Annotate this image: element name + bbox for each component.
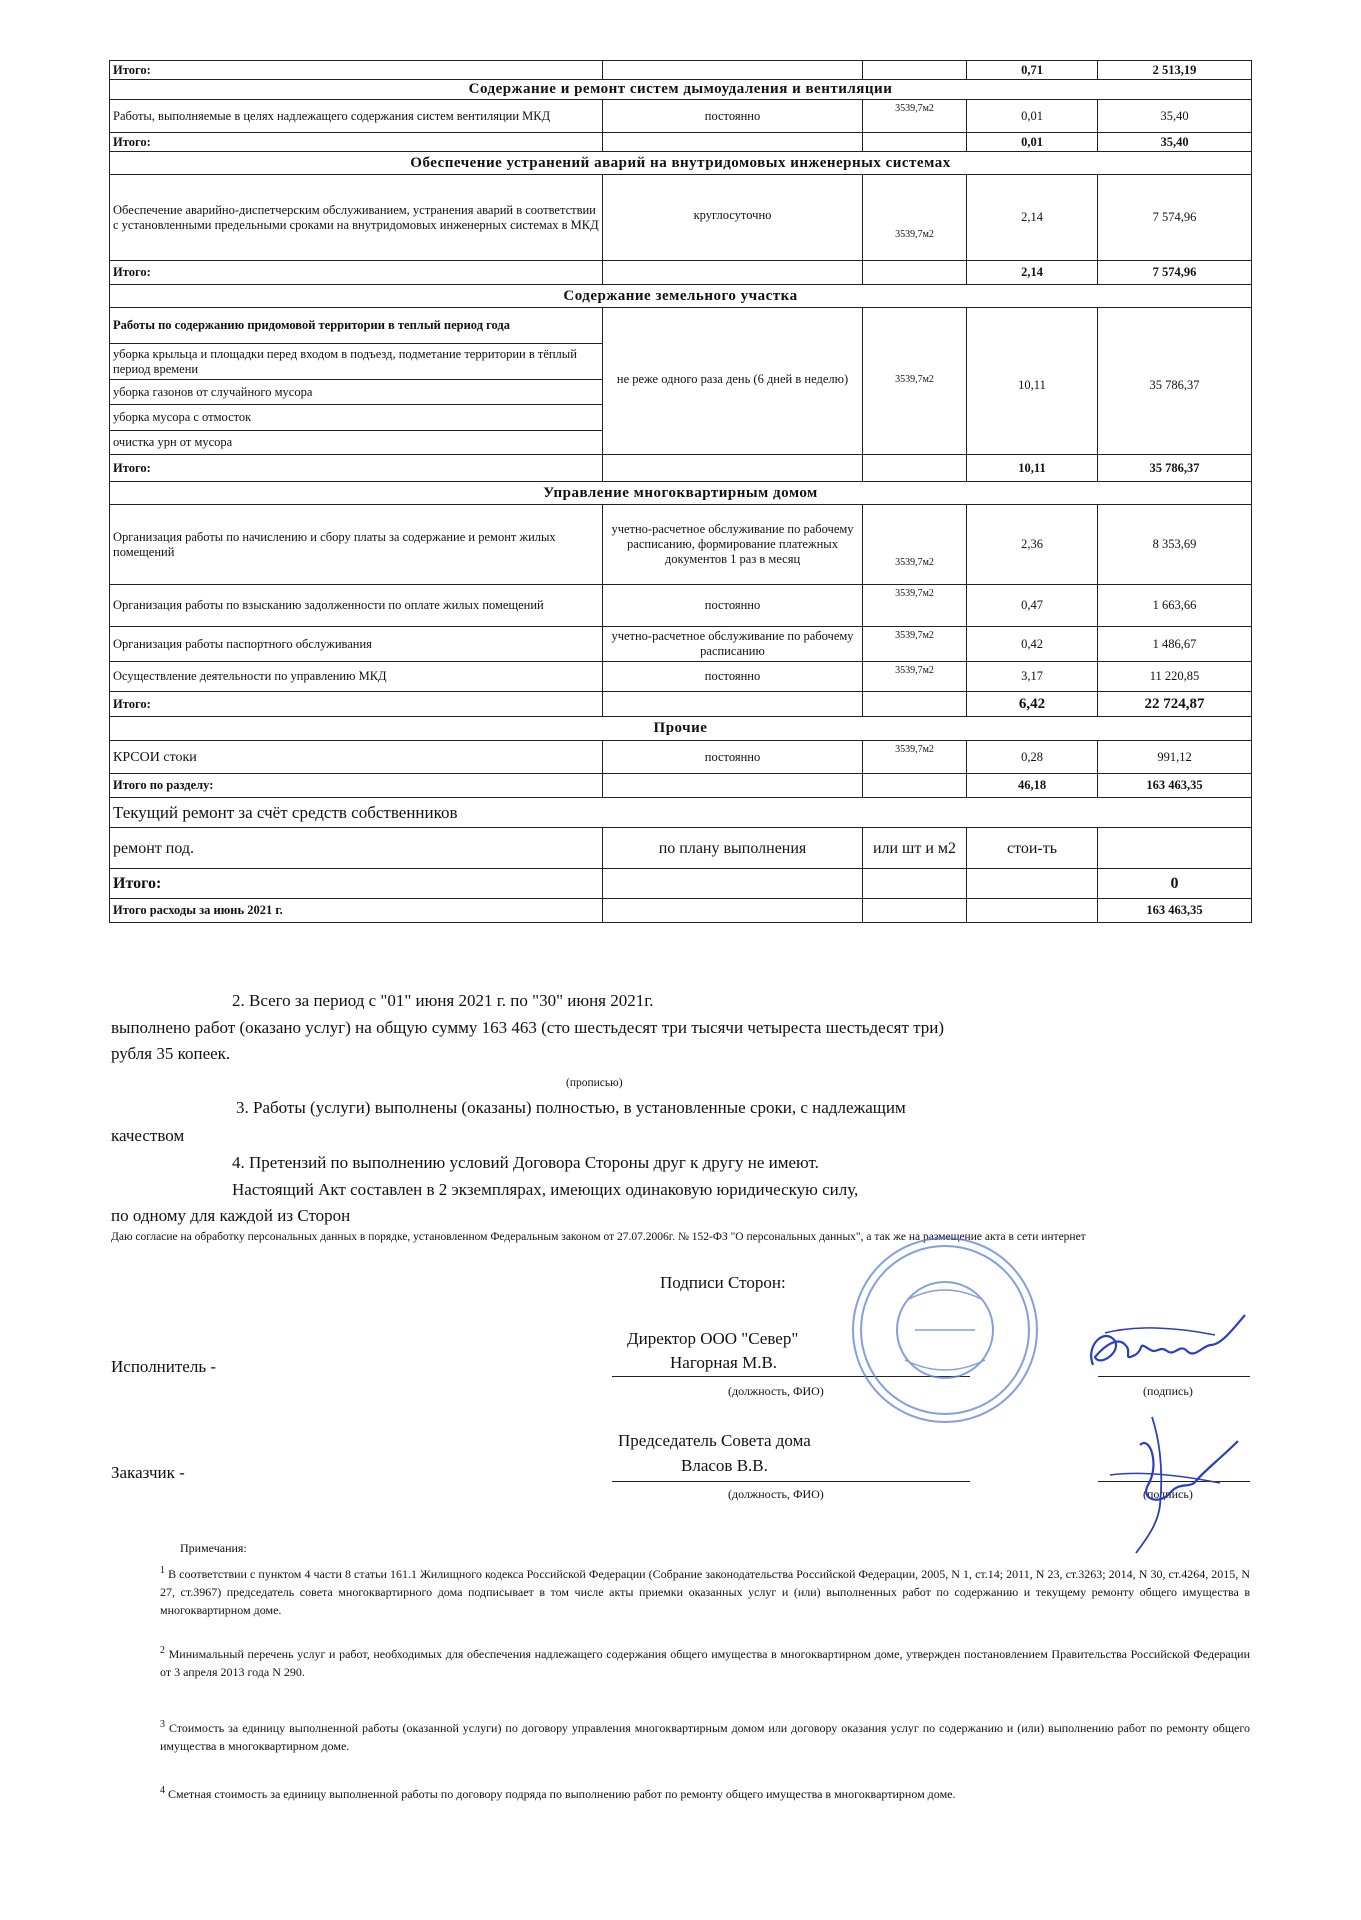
sum-cell: 163 463,35 — [1098, 774, 1252, 798]
rate-cell: 0,01 — [967, 133, 1098, 152]
paragraph-5-end: по одному для каждой из Сторон — [111, 1206, 351, 1225]
customer-signature — [1100, 1405, 1250, 1555]
item-name: Организация работы по начислению и сбору платы за содержание и ремонт жилых помещений — [110, 505, 603, 585]
company-stamp — [845, 1230, 1045, 1430]
sum-cell: 7 574,96 — [1098, 261, 1252, 285]
sum-cell: 7 574,96 — [1098, 175, 1252, 261]
table-row — [110, 133, 1252, 152]
area-cell: 3539,7м2 — [863, 627, 967, 662]
land-item: уборка мусора с отмосток — [110, 405, 603, 431]
table-row — [110, 741, 1252, 774]
table-row — [110, 869, 1252, 899]
section-row — [110, 717, 1252, 741]
area-cell: 3539,7м2 — [863, 308, 967, 455]
repair-heading: Текущий ремонт за счёт средств собственников — [110, 798, 1252, 828]
paragraph-5: Настоящий Акт составлен в 2 экземплярах, имеющих одинаковую юридическую силу, — [232, 1180, 859, 1199]
grand-total-sum: 163 463,35 — [1098, 899, 1252, 923]
period-cell: постоянно — [603, 100, 863, 133]
sum-cell: 35,40 — [1098, 133, 1252, 152]
consent-text: Даю согласие на обработку персональных данных в порядке, установленном Федеральным законом от 27.07.2006г. № 152-ФЗ "О персональных данных", а так же на размещение акта в сети интернет — [111, 1231, 1086, 1243]
sum-cell: 1 486,67 — [1098, 627, 1252, 662]
note-3 — [160, 1716, 1250, 1755]
section-row — [110, 285, 1252, 308]
position-caption: (должность, ФИО) — [728, 1487, 824, 1501]
rate-cell: 0,47 — [967, 585, 1098, 627]
period-cell: постоянно — [603, 741, 863, 774]
section-title: Обеспечение устранений аварий на внутридомовых инженерных системах — [110, 152, 1252, 175]
sum-cell: 0 — [1098, 869, 1252, 899]
sign-caption: (подпись) — [1143, 1487, 1193, 1501]
total-label: Итого: — [110, 692, 603, 717]
section-title: Содержание и ремонт систем дымоудаления и вентиляции — [110, 80, 1252, 100]
paragraph-3: 3. Работы (услуги) выполнены (оказаны) полностью, в установленные сроки, с надлежащим — [236, 1098, 906, 1117]
sum-cell: 35,40 — [1098, 100, 1252, 133]
rate-cell: 0,28 — [967, 741, 1098, 774]
note-2-text: Минимальный перечень услуг и работ, необходимых для обеспечения надлежащего содержания общего имущества в многоквартирном доме, утвержден постановлением Правительства Российской Федерации от 3 апреля 2013 года N 290. — [160, 1647, 1251, 1679]
table-row — [110, 261, 1252, 285]
sign-caption: (подпись) — [1143, 1384, 1193, 1398]
sum-cell: 35 786,37 — [1098, 308, 1252, 455]
rate-cell: 6,42 — [967, 692, 1098, 717]
note-2-marker: 2 — [160, 1645, 165, 1656]
rate-cell: 10,11 — [967, 308, 1098, 455]
position-caption: (должность, ФИО) — [728, 1384, 824, 1398]
executor-label: Исполнитель - — [111, 1357, 216, 1376]
repair-col — [1098, 828, 1252, 869]
rate-cell: 2,36 — [967, 505, 1098, 585]
land-item: очистка урн от мусора — [110, 431, 603, 455]
paragraph-2: 2. Всего за период с "01" июня 2021 г. по "30" июня 2021г. — [232, 991, 654, 1010]
rate-cell: 10,11 — [967, 455, 1098, 482]
note-4 — [160, 1782, 1250, 1803]
note-3-marker: 3 — [160, 1719, 165, 1730]
sum-cell: 2 513,19 — [1098, 61, 1252, 80]
rate-cell: 0,42 — [967, 627, 1098, 662]
executor-position: Директор ООО "Север" — [627, 1329, 799, 1348]
paragraph-2-sum: выполнено работ (оказано услуг) на общую сумму 163 463 (сто шестьдесят три тысячи четыреста шестьдесят три) — [111, 1018, 945, 1037]
period-cell: учетно-расчетное обслуживание по рабочему расписанию — [603, 627, 863, 662]
executor-name: Нагорная М.В. — [670, 1353, 778, 1372]
table-row — [110, 455, 1252, 482]
executor-signature — [1075, 1305, 1255, 1385]
customer-name: Власов В.В. — [681, 1456, 768, 1475]
signatures-title: Подписи Сторон: — [660, 1273, 786, 1292]
table-row — [110, 774, 1252, 798]
period-cell: круглосуточно — [603, 175, 863, 261]
total-label: Итого: — [110, 455, 603, 482]
item-name: Работы, выполняемые в целях надлежащего содержания систем вентиляции МКД — [110, 100, 603, 133]
area-cell: 3539,7м2 — [863, 585, 967, 627]
section-row — [110, 482, 1252, 505]
table-row — [110, 692, 1252, 717]
repair-col: по плану выполнения — [603, 828, 863, 869]
table-row — [110, 175, 1252, 261]
repair-col: ремонт под. — [110, 828, 603, 869]
sum-cell: 22 724,87 — [1098, 692, 1252, 717]
total-label: Итого: — [110, 261, 603, 285]
total-label: Итого: — [110, 61, 603, 80]
item-name: Организация работы по взысканию задолженности по оплате жилых помещений — [110, 585, 603, 627]
paragraph-3-end: качеством — [111, 1126, 185, 1145]
section-title: Содержание земельного участка — [110, 285, 1252, 308]
total-label: Итого: — [110, 869, 603, 899]
item-name: КРСОИ стоки — [110, 741, 603, 774]
land-item: уборка газонов от случайного мусора — [110, 380, 603, 405]
table-row — [110, 308, 1252, 344]
item-name: Осуществление деятельности по управлению МКД — [110, 662, 603, 692]
total-label: Итого по разделу: — [110, 774, 603, 798]
note-1-marker: 1 — [160, 1565, 165, 1576]
note-2 — [160, 1642, 1250, 1681]
customer-position: Председатель Совета дома — [618, 1431, 811, 1450]
customer-line — [612, 1481, 970, 1482]
note-3-text: Стоимость за единицу выполненной работы (оказанной услуги) по договору управления многоквартирным домом или договору оказания услуг по содержанию и (или) выполнению работ по ремонту общего имущества в многоквартирном доме. — [160, 1721, 1251, 1753]
sum-cell: 11 220,85 — [1098, 662, 1252, 692]
table-row — [110, 100, 1252, 133]
note-1-text: В соответствии с пунктом 4 части 8 статьи 161.1 Жилищного кодекса Российской Федерации (Собрание законодательства Российской Федерации, 2005, N 1, ст.14; 2011, N 23, ст.3263; 2014, N 30, ст.4264, 2015, N 27, ст.3967) председатель совета многоквартирного дома подписывает в том числе акты приемки оказанных услуг и (или) выполненных работ по содержанию и текущему ремонту общего имущества в многоквартирном доме. — [160, 1567, 1250, 1617]
land-heading: Работы по содержанию придомовой территории в теплый период года — [110, 308, 603, 344]
grand-total-label: Итого расходы за июнь 2021 г. — [110, 899, 603, 923]
note-4-text: Сметная стоимость за единицу выполненной работы по договору подряда по выполнению работ по ремонту общего имущества в многоквартирном доме. — [168, 1787, 956, 1801]
area-cell: 3539,7м2 — [863, 175, 967, 261]
customer-label: Заказчик - — [111, 1463, 185, 1482]
table-row — [110, 899, 1252, 923]
area-cell: 3539,7м2 — [863, 662, 967, 692]
period-cell: не реже одного раза день (6 дней в неделю) — [603, 308, 863, 455]
section-row — [110, 80, 1252, 100]
paragraph-2-kop: рубля 35 копеек. — [111, 1044, 231, 1063]
services-table — [109, 60, 1252, 923]
rate-cell: 0,01 — [967, 100, 1098, 133]
rate-cell: 2,14 — [967, 175, 1098, 261]
period-cell: постоянно — [603, 662, 863, 692]
section-title: Управление многоквартирным домом — [110, 482, 1252, 505]
section-title: Прочие — [110, 717, 1252, 741]
paragraph-4: 4. Претензий по выполнению условий Договора Стороны друг к другу не имеют. — [232, 1153, 819, 1172]
notes-title: Примечания: — [180, 1541, 247, 1555]
period-cell: постоянно — [603, 585, 863, 627]
land-item: уборка крыльца и площадки перед входом в подъезд, подметание территории в тёплый период времени — [110, 344, 603, 380]
table-row — [110, 505, 1252, 585]
table-row — [110, 627, 1252, 662]
total-label: Итого: — [110, 133, 603, 152]
area-cell: 3539,7м2 — [863, 741, 967, 774]
table-row — [110, 828, 1252, 869]
propisyu-caption: (прописью) — [566, 1077, 623, 1089]
item-name: Обеспечение аварийно-диспетчерским обслуживанием, устранения аварий в соответствии с установленными предельными сроками на внутридомовых инженерных системах в МКД — [110, 175, 603, 261]
note-1 — [160, 1562, 1250, 1619]
section-row — [110, 152, 1252, 175]
table-row — [110, 585, 1252, 627]
rate-cell: 0,71 — [967, 61, 1098, 80]
area-cell: 3539,7м2 — [863, 100, 967, 133]
area-cell: 3539,7м2 — [863, 505, 967, 585]
sum-cell: 991,12 — [1098, 741, 1252, 774]
rate-cell: 3,17 — [967, 662, 1098, 692]
table-row — [110, 662, 1252, 692]
repair-col: или шт и м2 — [863, 828, 967, 869]
sum-cell: 1 663,66 — [1098, 585, 1252, 627]
sum-cell: 8 353,69 — [1098, 505, 1252, 585]
note-4-marker: 4 — [160, 1785, 165, 1796]
table-row — [110, 798, 1252, 828]
item-name: Организация работы паспортного обслуживания — [110, 627, 603, 662]
table-row — [110, 61, 1252, 80]
repair-col: стои-ть — [967, 828, 1098, 869]
rate-cell: 2,14 — [967, 261, 1098, 285]
period-cell: учетно-расчетное обслуживание по рабочему расписанию, формирование платежных документов 1 раз в месяц — [603, 505, 863, 585]
sum-cell: 35 786,37 — [1098, 455, 1252, 482]
rate-cell: 46,18 — [967, 774, 1098, 798]
